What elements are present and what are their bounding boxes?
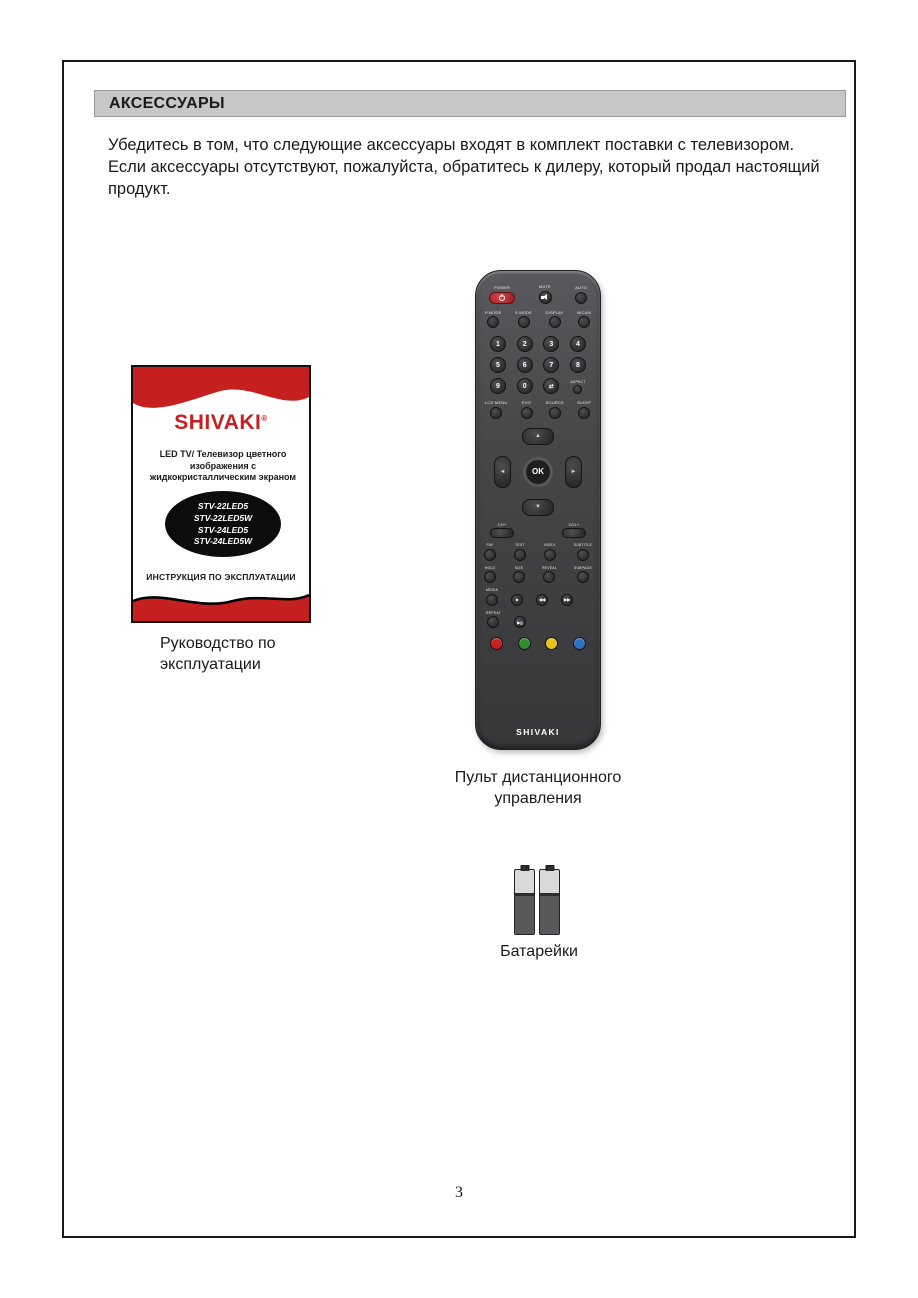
aspect-button bbox=[573, 385, 582, 394]
digit-button-1: 1 bbox=[490, 336, 506, 352]
size-group bbox=[513, 566, 525, 584]
section-title: АКСЕССУАРЫ bbox=[109, 94, 225, 112]
battery-left-top bbox=[515, 870, 534, 896]
teletext-row-1 bbox=[476, 543, 600, 561]
model-line: STV-24LED5W bbox=[193, 536, 253, 547]
size-label: SIZE bbox=[514, 565, 524, 570]
intro-text bbox=[108, 135, 834, 200]
nicam-group bbox=[577, 310, 591, 329]
pmode-label: P.MODE bbox=[485, 309, 502, 315]
cover-bottom-wave bbox=[133, 585, 309, 621]
play-pause-button: ▶|| bbox=[514, 616, 526, 628]
channel-up-button bbox=[490, 528, 514, 538]
auto-button bbox=[575, 292, 587, 304]
digit-button-2: 2 bbox=[517, 336, 533, 352]
nicam-button bbox=[578, 316, 590, 328]
pmode-button bbox=[487, 316, 499, 328]
display-label: DISPLAY bbox=[545, 309, 564, 315]
display-group bbox=[546, 310, 564, 329]
index-group bbox=[544, 543, 556, 561]
nicam-label: NICAM bbox=[577, 309, 591, 315]
fav-group bbox=[484, 543, 496, 561]
dpad bbox=[492, 428, 584, 516]
remote-mode-row bbox=[476, 310, 600, 329]
intro-paragraph-1: Убедитесь в том, что следующие аксессуары входят в комплект поставки с телевизором. bbox=[108, 136, 795, 154]
stop-button: ■ bbox=[511, 594, 523, 606]
teletext-row-2 bbox=[476, 566, 600, 584]
digit-button-4: 4 bbox=[570, 336, 586, 352]
page-number: 3 bbox=[455, 1184, 463, 1201]
cover-caption: Руководство по эксплуатации bbox=[160, 635, 276, 673]
lcd-menu-group bbox=[485, 400, 508, 419]
power-button-group bbox=[489, 285, 515, 304]
fav-button bbox=[484, 549, 496, 561]
exit-group bbox=[521, 400, 533, 419]
index-button bbox=[544, 549, 556, 561]
dpad-up-button: ▲ bbox=[522, 428, 554, 445]
digit-button-9: 9 bbox=[490, 378, 506, 394]
digit-button-0: 0 bbox=[517, 378, 533, 394]
text-group bbox=[514, 543, 526, 561]
digit-button-8: 8 bbox=[570, 357, 586, 373]
lcd-menu-label: LCD MENU bbox=[485, 400, 508, 405]
digit-pad bbox=[476, 336, 600, 394]
mute-button bbox=[539, 291, 552, 304]
channel-up-group bbox=[490, 522, 514, 539]
smode-button bbox=[518, 316, 530, 328]
dpad-right-button: ► bbox=[565, 456, 582, 488]
power-icon bbox=[499, 295, 505, 301]
channel-up-label: CH+ bbox=[497, 521, 507, 527]
subtitle-label: SUBTITLE bbox=[573, 543, 592, 547]
mute-speaker-icon bbox=[541, 293, 549, 301]
power-button bbox=[489, 292, 515, 304]
manual-cover bbox=[131, 365, 311, 623]
battery-left bbox=[514, 869, 535, 935]
volume-up-label: VOL+ bbox=[568, 521, 580, 527]
auto-button-group bbox=[575, 285, 587, 304]
hold-label: HOLD bbox=[484, 565, 496, 570]
volume-up-button bbox=[562, 528, 586, 538]
recall-icon: ⇄ bbox=[548, 383, 554, 390]
digit-button-6: 6 bbox=[517, 357, 533, 373]
subtitle-button bbox=[577, 549, 589, 561]
yellow-button bbox=[545, 637, 558, 650]
model-line: STV-22LED5 bbox=[197, 501, 249, 512]
digit-button-3: 3 bbox=[543, 336, 559, 352]
dpad-left-button: ◄ bbox=[494, 456, 511, 488]
hold-button bbox=[484, 571, 496, 583]
media-row bbox=[476, 588, 600, 606]
aspect-label: ASPECT bbox=[570, 379, 586, 384]
fav-label: FAV bbox=[486, 543, 494, 547]
manual-page bbox=[62, 60, 856, 1238]
model-badge bbox=[165, 491, 281, 557]
reveal-label: REVEAL bbox=[541, 565, 557, 570]
subpage-button bbox=[577, 571, 589, 583]
model-line: STV-24LED5 bbox=[197, 524, 249, 535]
brand-text: SHIVAKI bbox=[174, 411, 262, 434]
exit-label: EXIT bbox=[521, 400, 532, 405]
display-button bbox=[549, 316, 561, 328]
reveal-group bbox=[542, 566, 557, 584]
lcd-menu-button bbox=[490, 407, 502, 419]
remote-menu-row bbox=[476, 400, 600, 419]
channel-volume-row bbox=[476, 522, 600, 539]
text-button bbox=[514, 549, 526, 561]
green-button bbox=[518, 637, 531, 650]
cover-brand-logo bbox=[133, 411, 309, 435]
red-button bbox=[490, 637, 503, 650]
remote-caption: Пульт дистанционного управления bbox=[454, 769, 622, 807]
sleep-group bbox=[577, 400, 591, 419]
section-header-bar bbox=[94, 90, 846, 117]
sleep-label: SLEEP bbox=[577, 400, 591, 405]
batteries-caption: Батарейки bbox=[500, 943, 578, 960]
repeat-button bbox=[487, 616, 499, 628]
blue-button bbox=[573, 637, 586, 650]
media-group bbox=[486, 588, 498, 606]
repeat-label: REPEAT bbox=[486, 610, 501, 615]
smode-group bbox=[515, 310, 532, 329]
batteries-image bbox=[514, 864, 560, 935]
remote-control bbox=[475, 270, 601, 750]
hold-group bbox=[484, 566, 496, 584]
power-label: POWER bbox=[493, 285, 511, 290]
reveal-button bbox=[543, 571, 555, 583]
exit-button bbox=[521, 407, 533, 419]
ok-button: OK bbox=[523, 457, 553, 487]
text-label: TEXT bbox=[515, 543, 525, 547]
repeat-row bbox=[476, 611, 600, 629]
remote-brand-logo: SHIVAKI bbox=[516, 727, 560, 737]
mute-button-group bbox=[539, 284, 552, 304]
dpad-down-button: ▼ bbox=[522, 499, 554, 516]
cover-footer: ИНСТРУКЦИЯ ПО ЭКСПЛУАТАЦИИ bbox=[146, 572, 296, 582]
recall-button bbox=[543, 378, 559, 394]
remote-top-row bbox=[476, 284, 600, 304]
battery-right bbox=[539, 869, 560, 935]
sleep-button bbox=[578, 407, 590, 419]
subpage-label: SUBPAGE bbox=[573, 565, 592, 570]
smode-label: S.MODE bbox=[515, 309, 532, 315]
aspect-group bbox=[570, 378, 586, 394]
source-label: SOURCE bbox=[545, 400, 564, 405]
auto-label: AUTO bbox=[575, 285, 587, 290]
battery-right-top bbox=[540, 870, 559, 896]
cover-subtitle: LED TV/ Телевизор цветного изображения с жидкокристаллическим экраном bbox=[149, 449, 297, 483]
source-group bbox=[546, 400, 564, 419]
registered-mark: ® bbox=[261, 414, 268, 423]
model-line: STV-22LED5W bbox=[193, 512, 253, 523]
subpage-group bbox=[574, 566, 592, 584]
subtitle-group bbox=[574, 543, 592, 561]
color-button-row bbox=[476, 637, 600, 650]
digit-button-7: 7 bbox=[543, 357, 559, 373]
pmode-group bbox=[485, 310, 501, 329]
forward-button: ▶▶ bbox=[561, 594, 573, 606]
size-button bbox=[513, 571, 525, 583]
mute-label: MUTE bbox=[538, 284, 552, 289]
rewind-button: ◀◀ bbox=[536, 594, 548, 606]
repeat-group bbox=[486, 611, 501, 629]
intro-paragraph-2: Если аксессуары отсутствуют, пожалуйста, обратитесь к дилеру, который продал настоящий продукт. bbox=[108, 157, 820, 198]
media-button bbox=[486, 594, 498, 606]
digit-button-5: 5 bbox=[490, 357, 506, 373]
source-button bbox=[549, 407, 561, 419]
media-label: MEDIA bbox=[486, 588, 499, 592]
index-label: INDEX bbox=[543, 543, 556, 547]
volume-up-group bbox=[562, 522, 586, 539]
